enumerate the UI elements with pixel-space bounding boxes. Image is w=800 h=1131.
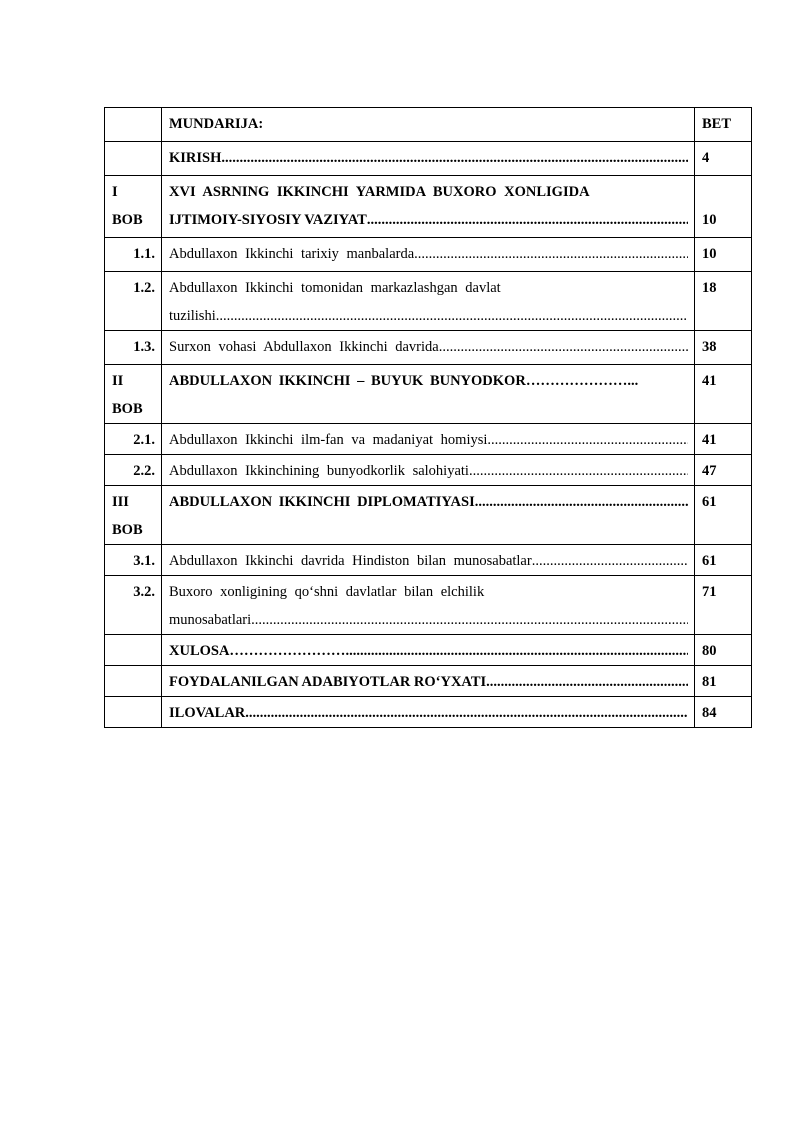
page-cell: [695, 666, 752, 697]
section-number: 1.1.: [133, 246, 155, 262]
empty-cell: [105, 108, 162, 142]
table-row: [105, 142, 752, 176]
title-cell: [162, 331, 695, 365]
section-title-line-2: munosabatlari: [169, 612, 252, 628]
section-number: 3.2.: [133, 584, 155, 600]
number-cell: [105, 176, 162, 238]
number-cell: [105, 365, 162, 424]
title-cell: [162, 424, 695, 455]
table-row: [105, 424, 752, 455]
title-cell: [162, 455, 695, 486]
page-cell: [695, 365, 752, 424]
chapter-title-line-1: XVI ASRNING IKKINCHI YARMIDA BUXORO XONLIGIDA: [169, 184, 590, 200]
dot-leader: [469, 457, 688, 485]
toc-title: MUNDARIJA:: [169, 116, 264, 132]
number-cell: [105, 424, 162, 455]
section-number: 1.2.: [133, 280, 155, 296]
dot-leader: [439, 333, 688, 361]
chapter-label: BOB: [112, 522, 143, 538]
section-title: Abdullaxon Ikkinchi davrida Hindiston bilan munosabatlar: [169, 553, 532, 569]
page-number: 81: [702, 674, 717, 690]
dot-leader: [475, 488, 688, 516]
section-number: 2.1.: [133, 432, 155, 448]
number-cell: [105, 272, 162, 331]
page-number: 38: [702, 339, 717, 355]
dot-leader: [414, 240, 688, 268]
title-cell: [162, 697, 695, 728]
page-cell: [695, 576, 752, 635]
section-title-line-1: Abdullaxon Ikkinchi tomonidan markazlashgan davlat: [169, 280, 501, 296]
chapter-title-tail: …………………...: [525, 373, 639, 389]
table-row: [105, 272, 752, 331]
title-cell: [162, 238, 695, 272]
section-title-line-2: tuzilishi: [169, 308, 216, 324]
table-row: [105, 486, 752, 545]
page-column-header: BET: [702, 116, 732, 132]
page-number: 10: [702, 212, 717, 228]
entry-title: KIRISH: [169, 150, 222, 166]
page-cell: [695, 176, 752, 238]
table-row: [105, 545, 752, 576]
page-cell: [695, 545, 752, 576]
number-cell: [105, 576, 162, 635]
number-cell: [105, 666, 162, 697]
section-title-line-1: Buxoro xonligining qo‘shni davlatlar bilan elchilik: [169, 584, 485, 600]
section-number: 3.1.: [133, 553, 155, 569]
table-row: [105, 176, 752, 238]
page-number: 47: [702, 463, 717, 479]
chapter-title-line-2: IJTIMOIY-SIYOSIY VAZIYAT: [169, 212, 367, 228]
chapter-title: ABDULLAXON IKKINCHI DIPLOMATIYASI: [169, 494, 475, 510]
chapter-number: II: [112, 373, 124, 389]
section-number: 1.3.: [133, 339, 155, 355]
section-number: 2.2.: [133, 463, 155, 479]
dot-leader: [345, 637, 688, 665]
table-row: [105, 238, 752, 272]
page-number: 18: [702, 280, 717, 296]
chapter-title: ABDULLAXON IKKINCHI – BUYUK BUNYODKOR: [169, 373, 526, 389]
title-cell: [162, 176, 695, 238]
dot-leader: [251, 606, 688, 634]
page-cell: [695, 635, 752, 666]
dot-leader: [245, 699, 688, 727]
page-number: 41: [702, 373, 717, 389]
number-cell: [105, 545, 162, 576]
table-of-contents: [104, 107, 752, 728]
number-cell: [105, 455, 162, 486]
title-cell: [162, 365, 695, 424]
title-cell: [162, 486, 695, 545]
number-cell: [105, 331, 162, 365]
table-row: [105, 455, 752, 486]
chapter-number: III: [112, 494, 129, 510]
section-title: Abdullaxon Ikkinchi tarixiy manbalarda: [169, 246, 415, 262]
dot-leader: [367, 206, 688, 234]
title-cell: [162, 576, 695, 635]
page-cell: [695, 455, 752, 486]
chapter-label: BOB: [112, 212, 143, 228]
page-number: 4: [702, 150, 710, 166]
page-cell: [695, 272, 752, 331]
title-cell: [162, 545, 695, 576]
table-row: [105, 576, 752, 635]
page-cell: [695, 424, 752, 455]
entry-title: ILOVALAR: [169, 705, 246, 721]
dot-leader: [486, 668, 688, 696]
number-cell: [105, 238, 162, 272]
entry-title: XULOSA……………………: [169, 643, 346, 659]
section-title: Abdullaxon Ikkinchining bunyodkorlik salohiyati: [169, 463, 469, 479]
section-title: Abdullaxon Ikkinchi ilm-fan va madaniyat homiysi: [169, 432, 488, 448]
page-cell: [695, 697, 752, 728]
title-cell: [162, 635, 695, 666]
number-cell: [105, 635, 162, 666]
page-cell: [695, 486, 752, 545]
table-row: [105, 666, 752, 697]
page-cell: [695, 238, 752, 272]
dot-leader: [487, 426, 688, 454]
number-cell: [105, 142, 162, 176]
table-row: [105, 331, 752, 365]
page-number: 84: [702, 705, 717, 721]
page-number: 10: [702, 246, 717, 262]
page-number: 61: [702, 553, 717, 569]
chapter-label: BOB: [112, 401, 143, 417]
number-cell: [105, 486, 162, 545]
dot-leader: [216, 302, 688, 330]
page-number: 41: [702, 432, 717, 448]
title-cell: [162, 666, 695, 697]
toc-header-row: [105, 108, 752, 142]
dot-leader: [221, 144, 688, 172]
table-row: [105, 365, 752, 424]
chapter-number: I: [112, 184, 118, 200]
entry-title: FOYDALANILGAN ADABIYOTLAR RO‘YXATI: [169, 674, 487, 690]
page-number: 71: [702, 584, 717, 600]
table-row: [105, 635, 752, 666]
page-cell: [695, 331, 752, 365]
section-title: Surxon vohasi Abdullaxon Ikkinchi davrida: [169, 339, 439, 355]
page-number: 80: [702, 643, 717, 659]
number-cell: [105, 697, 162, 728]
dot-leader: [532, 547, 688, 575]
page-cell: [695, 142, 752, 176]
title-cell: [162, 272, 695, 331]
page-number: 61: [702, 494, 717, 510]
toc-body: [105, 108, 752, 728]
table-row: [105, 697, 752, 728]
toc-title-cell: [162, 108, 695, 142]
title-cell: [162, 142, 695, 176]
page-column-header-cell: [695, 108, 752, 142]
